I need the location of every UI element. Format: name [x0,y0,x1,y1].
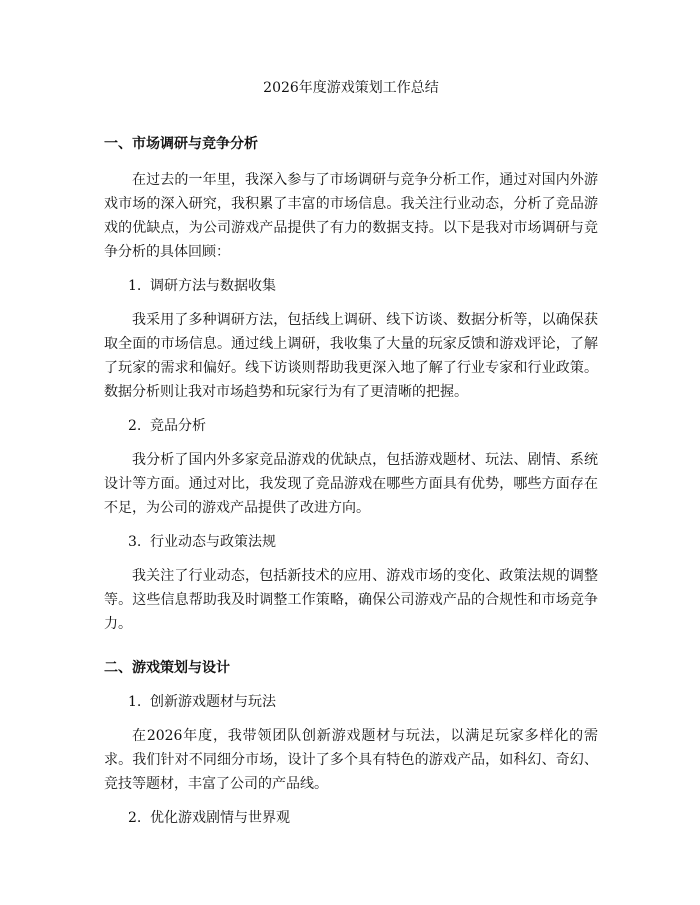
subsection-title: 行业动态与政策法规 [150,534,276,550]
subsection-number: 1. [128,278,142,294]
subsection-number: 2. [128,418,142,434]
subsection-title: 竞品分析 [150,418,206,434]
document-page [104,78,598,840]
body-paragraph: 我采用了多种调研方法，包括线上调研、线下访谈、数据分析等，以确保获取全面的市场信息。通过线上调研，我收集了大量的玩家反馈和游戏评论，了解了玩家的需求和偏好。线下访谈则帮助我更深入地了解了行业专家和行业政策。数据分析则让我对市场趋势和玩家行为有了更清晰的把握。 [104,312,598,400]
subsection-title: 创新游戏题材与玩法 [150,694,276,710]
section-heading-game-design: 二、游戏策划与设计 [104,660,230,676]
subsection-heading [104,276,598,296]
subsection-heading [104,808,598,828]
section-spacer [104,648,598,658]
subsection-heading [104,692,598,712]
body-paragraph: 在2026年度，我带领团队创新游戏题材与玩法，以满足玩家多样化的需求。我们针对不同细分市场，设计了多个具有特色的游戏产品，如科幻、奇幻、竞技等题材，丰富了公司的产品线。 [104,728,598,792]
section-heading-market-research: 一、市场调研与竞争分析 [104,136,258,152]
subsection-heading [104,532,598,552]
subsection-title: 调研方法与数据收集 [150,278,276,294]
subsection-number: 1. [128,694,142,710]
subsection-heading [104,416,598,436]
document-title: 2026年度游戏策划工作总结 [263,80,439,96]
body-paragraph: 我关注了行业动态，包括新技术的应用、游戏市场的变化、政策法规的调整等。这些信息帮助我及时调整工作策略，确保公司游戏产品的合规性和市场竞争力。 [104,568,598,632]
subsection-number: 2. [128,810,142,826]
subsection-title: 优化游戏剧情与世界观 [150,810,290,826]
body-paragraph: 我分析了国内外多家竞品游戏的优缺点，包括游戏题材、玩法、剧情、系统设计等方面。通过对比，我发现了竞品游戏在哪些方面具有优势，哪些方面存在不足，为公司的游戏产品提供了改进方向。 [104,452,598,516]
subsection-number: 3. [128,534,142,550]
section-intro-paragraph: 在过去的一年里，我深入参与了市场调研与竞争分析工作，通过对国内外游戏市场的深入研究，我积累了丰富的市场信息。我关注行业动态，分析了竞品游戏的优缺点，为公司游戏产品提供了有力的数据支持。以下是我对市场调研与竞争分析的具体回顾： [104,172,598,260]
